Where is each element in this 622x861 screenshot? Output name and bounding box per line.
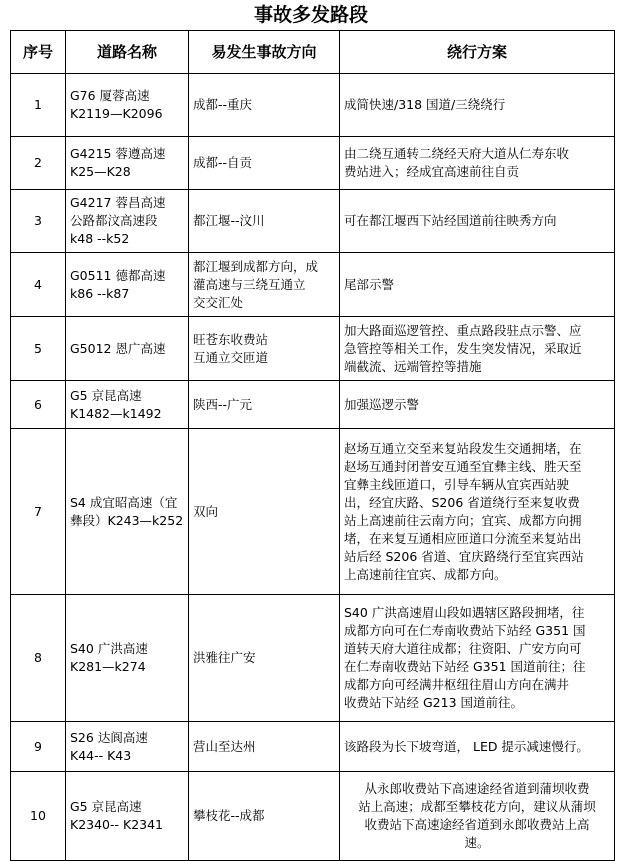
cell-no: 1	[11, 74, 66, 137]
cell-road-line: 彝段）K243—k252	[70, 512, 184, 528]
header-no: 序号	[11, 31, 66, 74]
cell-road-line: K2119—K2096	[70, 106, 163, 121]
cell-plan	[340, 772, 615, 861]
cell-road-line: G4215 蓉遵高速	[70, 146, 166, 161]
cell-direction-line: 都江堰--汶川	[193, 213, 265, 228]
cell-plan	[340, 381, 615, 429]
cell-plan	[340, 253, 615, 317]
cell-no: 6	[11, 381, 66, 429]
cell-direction	[189, 722, 340, 772]
cell-road-line: 公路都汶高速段	[70, 213, 158, 228]
cell-road	[66, 190, 189, 253]
cell-plan	[340, 722, 615, 772]
cell-direction	[189, 772, 340, 861]
cell-road-line: G5 京昆高速	[70, 799, 142, 814]
cell-road	[66, 429, 189, 595]
cell-direction	[189, 137, 340, 190]
cell-road-line: k86 --k87	[70, 285, 130, 301]
cell-plan-line: 上高速前往宜宾、成都方向。	[344, 566, 507, 582]
table-row	[11, 74, 615, 137]
cell-road-line: K281—k274	[70, 659, 146, 674]
cell-road-line: G4217 蓉昌高速	[70, 195, 166, 210]
cell-no: 9	[11, 722, 66, 772]
cell-plan-line: 道转天府大道往成都；往资阳、广安方向可	[344, 641, 582, 656]
cell-direction	[189, 317, 340, 381]
cell-road-line: G5 京昆高速	[70, 387, 142, 403]
cell-plan-line: 该路段为长下坡弯道， LED 提示减速慢行。	[344, 738, 589, 754]
cell-direction-line: 成都--自贡	[193, 155, 253, 170]
cell-no: 4	[11, 253, 66, 317]
cell-road	[66, 722, 189, 772]
table-row	[11, 772, 615, 861]
cell-plan-line: 速。	[464, 835, 490, 850]
cell-direction-line: 洪雅往广安	[193, 650, 256, 665]
cell-plan-line: 端截流、远端管控等措施	[344, 358, 482, 374]
cell-plan-line: 从永郎收费站下高速途经省道到蒲坝收费	[364, 781, 590, 796]
cell-road-line: S40 广洪高速	[70, 641, 148, 656]
cell-direction	[189, 74, 340, 137]
cell-plan	[340, 595, 615, 722]
table-row	[11, 253, 615, 317]
cell-direction-line: 营山至达州	[193, 738, 256, 754]
cell-plan-line: 站上高速；成都至攀枝花方向，建议从蒲坝	[358, 799, 596, 814]
cell-plan-line: 出，经宜庆路、S206 省道绕行至来复收费	[344, 494, 580, 510]
cell-road-line: G76 厦蓉高速	[70, 88, 150, 103]
cell-road-line: K25—K28	[70, 164, 131, 179]
cell-plan-line: 急管控等相关工作，发生突发情况，采取近	[344, 340, 582, 356]
cell-plan-line: 赵场互通封闭普安互通至宜彝主线、胜天至	[344, 458, 582, 474]
cell-plan-line: 加强巡逻示警	[344, 396, 420, 412]
table-row	[11, 317, 615, 381]
cell-plan-line: 收费站下站经 G213 国道前往。	[344, 695, 523, 710]
cell-plan-line: 费站进入；经成宜高速前往自贡	[344, 164, 520, 179]
cell-plan-line: S40 广洪高速眉山段如遇辖区路段拥堵，往	[344, 605, 585, 620]
table-row	[11, 137, 615, 190]
cell-plan-line: 站后经 S206 省道、宜庆路绕行至宜宾西站	[344, 548, 584, 564]
cell-no: 7	[11, 429, 66, 595]
cell-no: 3	[11, 190, 66, 253]
cell-road-line: K1482—k1492	[70, 405, 162, 421]
cell-direction-line: 陕西--广元	[193, 396, 253, 412]
table-row	[11, 381, 615, 429]
cell-road	[66, 317, 189, 381]
page-title: 事故多发路段	[253, 4, 368, 26]
cell-no: 10	[11, 772, 66, 861]
cell-direction-line: 交交汇处	[193, 294, 244, 310]
cell-plan-line: 可在都江堰西下站经国道前往映秀方向	[344, 213, 557, 228]
header-plan: 绕行方案	[340, 31, 615, 74]
cell-plan-line: 在仁寿南收费站下站经 G351 国道前往；往	[344, 659, 586, 674]
cell-direction-line: 攀枝花--成都	[193, 808, 265, 823]
cell-direction-line: 双向	[193, 503, 219, 519]
cell-road	[66, 595, 189, 722]
cell-direction-line: 都江堰到成都方向，成	[193, 258, 319, 274]
cell-road-line: S26 达阆高速	[70, 729, 148, 745]
cell-road-line: G0511 德都高速	[70, 267, 166, 283]
accident-road-table	[10, 30, 615, 861]
cell-road	[66, 74, 189, 137]
cell-direction-line: 灌高速与三绕互通立	[193, 276, 306, 292]
cell-road	[66, 253, 189, 317]
cell-plan	[340, 137, 615, 190]
cell-direction-line: 旺苍东收费站	[193, 331, 269, 347]
cell-road-line: K2340-- K2341	[70, 817, 164, 832]
cell-plan-line: 赵场互通立交至来复站段发生交通拥堵，在	[344, 440, 582, 456]
cell-direction	[189, 190, 340, 253]
cell-plan-line: 加大路面巡逻管控、重点路段驻点示警、应	[344, 322, 582, 338]
cell-road-line: S4 成宜昭高速（宜	[70, 494, 178, 510]
cell-direction-line: 成都--重庆	[193, 97, 253, 112]
cell-plan-line: 尾部示警	[344, 276, 395, 292]
cell-plan	[340, 190, 615, 253]
table-row	[11, 595, 615, 722]
header-direction: 易发生事故方向	[189, 31, 340, 74]
cell-plan	[340, 317, 615, 381]
table-row	[11, 190, 615, 253]
header-road: 道路名称	[66, 31, 189, 74]
table-header-row	[11, 31, 615, 74]
table-row	[11, 429, 615, 595]
cell-road-line: G5012 恩广高速	[70, 340, 166, 356]
cell-plan	[340, 429, 615, 595]
cell-plan-line: 成都方向可在仁寿南收费站下站经 G351 国	[344, 623, 586, 638]
cell-no: 5	[11, 317, 66, 381]
cell-road	[66, 381, 189, 429]
cell-direction	[189, 381, 340, 429]
cell-road	[66, 772, 189, 861]
cell-plan-line: 收费站下高速途经省道到永郎收费站上高	[364, 817, 590, 832]
cell-plan-line: 成简快速/318 国道/三绕绕行	[344, 97, 506, 112]
cell-plan-line: 宜彝主线匝道口，引导车辆从宜宾西站驶	[344, 476, 570, 492]
table-row	[11, 722, 615, 772]
cell-road	[66, 137, 189, 190]
cell-plan-line: 站上高速前往云南方向；宜宾、成都方向拥	[344, 512, 582, 528]
cell-plan-line: 由二绕互通转二绕经天府大道从仁寿东收	[344, 146, 570, 161]
cell-plan-line: 堵，在来复互通相应匝道口分流至来复站出	[344, 530, 582, 546]
cell-plan-line: 成都方向可经满井枢纽往眉山方向在满井	[344, 677, 570, 692]
cell-plan	[340, 74, 615, 137]
cell-direction-line: 互通立交匝道	[193, 349, 269, 365]
cell-direction	[189, 429, 340, 595]
cell-road-line: k48 --k52	[70, 231, 130, 246]
cell-no: 8	[11, 595, 66, 722]
cell-road-line: K44-- K43	[70, 747, 132, 763]
cell-no: 2	[11, 137, 66, 190]
cell-direction	[189, 595, 340, 722]
cell-direction	[189, 253, 340, 317]
